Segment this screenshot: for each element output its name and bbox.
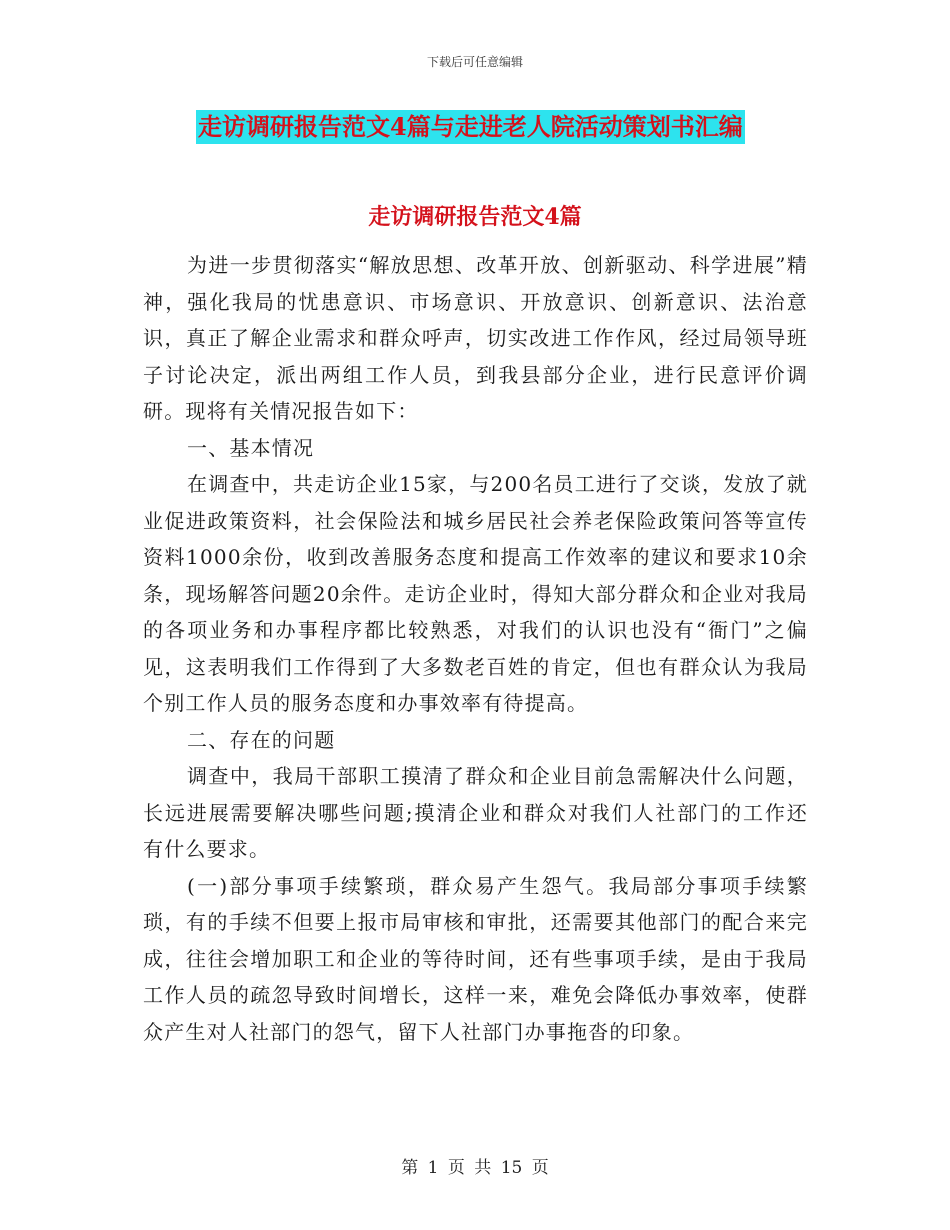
document-body	[143, 247, 808, 1050]
heading-existing-problems: 二、存在的问题	[187, 727, 336, 752]
page-footer: 第 1 页 共 15 页	[401, 1158, 549, 1178]
header-note: 下载后可任意编辑	[426, 55, 523, 69]
section-title: 走访调研报告范文4篇	[368, 204, 582, 230]
paragraph-problem-one: (一)部分事项手续繁琐，群众易产生怨气。我局部分事项手续繁琐，有的手续不但要上报市局审核和审批，还需要其他部门的配合来完成，往往会增加职工和企业的等待时间，还有些事项手续，是由于我局工作人员的疏忽导致时间增长，这样一来，难免会降低办事效率，使群众产生对人社部门的怨气，留下人社部门办事拖沓的印象。	[143, 873, 808, 1044]
paragraph-survey: 在调查中，共走访企业15家，与200名员工进行了交谈，发放了就业促进政策资料，社会保险法和城乡居民社会养老保险政策问答等宣传资料1000余份，收到改善服务态度和提高工作效率的建议和要求10余条，现场解答问题20余件。走访企业时，得知大部分群众和企业对我局的各项业务和办事程序都比较熟悉，对我们的认识也没有“衙门”之偏见，这表明我们工作得到了大多数老百姓的肯定，但也有群众认为我局个别工作人员的服务态度和办事效率有待提高。	[143, 472, 808, 715]
paragraph-investigation: 调查中，我局干部职工摸清了群众和企业目前急需解决什么问题，长远进展需要解决哪些问题;摸清企业和群众对我们人社部门的工作还有什么要求。	[143, 764, 808, 861]
document-main-title: 走访调研报告范文4篇与走进老人院活动策划书汇编	[196, 110, 745, 144]
paragraph-intro: 为进一步贯彻落实“解放思想、改革开放、创新驱动、科学进展”精神，强化我局的忧患意识、市场意识、开放意识、创新意识、法治意识，真正了解企业需求和群众呼声，切实改进工作作风，经过局领导班子讨论决定，派出两组工作人员，到我县部分企业，进行民意评价调研。现将有关情况报告如下：	[143, 253, 808, 423]
heading-basic-situation: 一、基本情况	[187, 435, 315, 460]
